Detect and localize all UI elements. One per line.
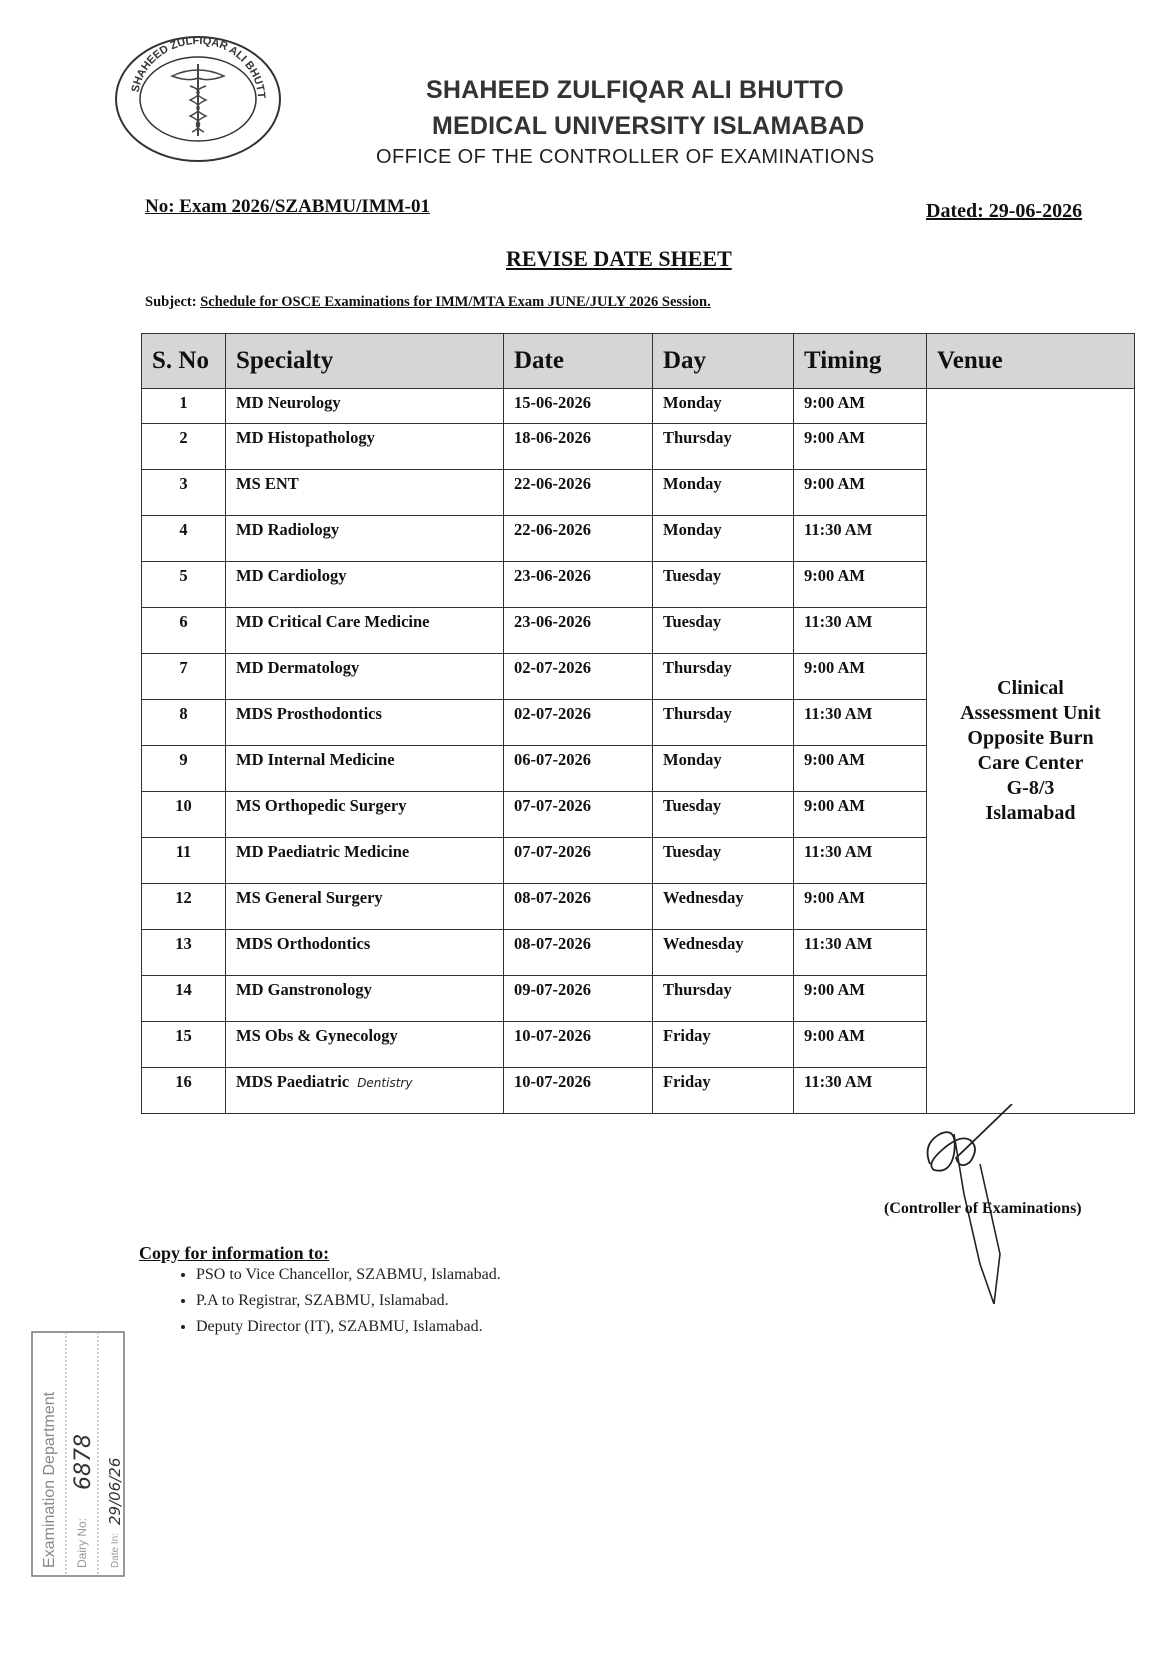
sno-cell: 2 xyxy=(142,424,226,470)
stamp-diary-label: Dairy No: xyxy=(75,1517,89,1568)
sno-cell: 1 xyxy=(142,389,226,424)
university-name-line1: SHAHEED ZULFIQAR ALI BHUTTO xyxy=(426,76,844,104)
column-header-day: Day xyxy=(653,334,794,389)
document-date: Dated: 29-06-2026 xyxy=(926,200,1083,222)
venue-cell xyxy=(927,389,1135,1114)
date-cell: 08-07-2026 xyxy=(504,930,653,976)
column-header-sno: S. No xyxy=(142,334,226,389)
timing-cell: 11:30 AM xyxy=(794,838,927,884)
handwritten-correction: Dentistry xyxy=(357,1076,413,1090)
day-cell: Thursday xyxy=(653,424,794,470)
day-cell: Wednesday xyxy=(653,884,794,930)
date-cell: 22-06-2026 xyxy=(504,470,653,516)
specialty-cell: MD Paediatric Medicine xyxy=(226,838,504,884)
venue-line: Opposite Burn xyxy=(967,727,1094,749)
university-name-line2: MEDICAL UNIVERSITY ISLAMABAD xyxy=(432,112,865,140)
specialty-cell: MDS Prosthodontics xyxy=(226,700,504,746)
day-cell: Monday xyxy=(653,746,794,792)
table-row xyxy=(142,389,1135,424)
timing-cell: 9:00 AM xyxy=(794,654,927,700)
day-cell: Monday xyxy=(653,389,794,424)
specialty-cell xyxy=(226,1068,504,1114)
specialty-cell: MS Orthopedic Surgery xyxy=(226,792,504,838)
subject-text: Schedule for OSCE Examinations for IMM/MTA Exam JUNE/JULY 2026 Session. xyxy=(200,294,711,310)
sno-cell: 12 xyxy=(142,884,226,930)
timing-cell: 9:00 AM xyxy=(794,792,927,838)
stamp-date-label: Date In: xyxy=(110,1532,121,1568)
table-header-row xyxy=(142,334,1135,389)
timing-cell: 9:00 AM xyxy=(794,884,927,930)
specialty-cell: MD Cardiology xyxy=(226,562,504,608)
timing-cell: 9:00 AM xyxy=(794,746,927,792)
sno-cell: 6 xyxy=(142,608,226,654)
timing-cell: 9:00 AM xyxy=(794,1022,927,1068)
date-cell: 07-07-2026 xyxy=(504,838,653,884)
specialty-cell: MS Obs & Gynecology xyxy=(226,1022,504,1068)
subject-label: Subject: xyxy=(145,294,197,310)
stamp-diary-number: 6878 xyxy=(71,1434,96,1490)
column-header-venue: Venue xyxy=(927,334,1135,389)
venue-line: Clinical xyxy=(997,677,1064,699)
sno-cell: 14 xyxy=(142,976,226,1022)
day-cell: Thursday xyxy=(653,976,794,1022)
column-header-specialty: Specialty xyxy=(226,334,504,389)
timing-cell: 9:00 AM xyxy=(794,562,927,608)
column-header-date: Date xyxy=(504,334,653,389)
day-cell: Tuesday xyxy=(653,608,794,654)
specialty-cell: MD Critical Care Medicine xyxy=(226,608,504,654)
date-cell: 09-07-2026 xyxy=(504,976,653,1022)
copy-recipient-list xyxy=(172,1258,501,1344)
date-cell: 22-06-2026 xyxy=(504,516,653,562)
specialty-cell: MD Ganstronology xyxy=(226,976,504,1022)
controller-designation: (Controller of Examinations) xyxy=(884,1200,1082,1217)
schedule-table xyxy=(141,333,1135,1114)
day-cell: Tuesday xyxy=(653,792,794,838)
day-cell: Tuesday xyxy=(653,562,794,608)
stamp-department: Examination Department xyxy=(41,1391,58,1568)
sno-cell: 15 xyxy=(142,1022,226,1068)
date-cell: 15-06-2026 xyxy=(504,389,653,424)
timing-cell: 11:30 AM xyxy=(794,608,927,654)
sno-cell: 8 xyxy=(142,700,226,746)
specialty-cell: MDS Orthodontics xyxy=(226,930,504,976)
sno-cell: 5 xyxy=(142,562,226,608)
sno-cell: 7 xyxy=(142,654,226,700)
date-cell: 07-07-2026 xyxy=(504,792,653,838)
specialty-cell: MD Histopathology xyxy=(226,424,504,470)
day-cell: Thursday xyxy=(653,654,794,700)
date-cell: 06-07-2026 xyxy=(504,746,653,792)
timing-cell: 11:30 AM xyxy=(794,1068,927,1114)
date-cell: 02-07-2026 xyxy=(504,654,653,700)
sno-cell: 9 xyxy=(142,746,226,792)
sno-cell: 10 xyxy=(142,792,226,838)
venue-line: Assessment Unit xyxy=(960,702,1101,724)
list-item: • Deputy Director (IT), SZABMU, Islamabad. xyxy=(196,1318,501,1336)
venue-line: Islamabad xyxy=(985,802,1076,824)
office-name: OFFICE OF THE CONTROLLER OF EXAMINATIONS xyxy=(376,146,875,168)
timing-cell: 11:30 AM xyxy=(794,516,927,562)
document-title: REVISE DATE SHEET xyxy=(506,246,732,271)
date-cell: 10-07-2026 xyxy=(504,1022,653,1068)
venue-line: G-8/3 xyxy=(1006,777,1055,799)
list-item: • P.A to Registrar, SZABMU, Islamabad. xyxy=(196,1292,501,1310)
day-cell: Friday xyxy=(653,1022,794,1068)
sno-cell: 11 xyxy=(142,838,226,884)
specialty-cell: MD Dermatology xyxy=(226,654,504,700)
copy-heading: Copy for information to: xyxy=(139,1243,330,1263)
stamp-date-value: 29/06/26 xyxy=(106,1457,124,1525)
timing-cell: 9:00 AM xyxy=(794,389,927,424)
reference-number: No: Exam 2026/SZABMU/IMM-01 xyxy=(145,196,430,217)
day-cell: Monday xyxy=(653,516,794,562)
column-header-timing: Timing xyxy=(794,334,927,389)
specialty-cell: MD Neurology xyxy=(226,389,504,424)
sno-cell: 4 xyxy=(142,516,226,562)
list-item: • PSO to Vice Chancellor, SZABMU, Islamabad. xyxy=(196,1266,501,1284)
day-cell: Wednesday xyxy=(653,930,794,976)
timing-cell: 11:30 AM xyxy=(794,700,927,746)
university-seal xyxy=(112,34,284,164)
diary-stamp xyxy=(28,1330,128,1580)
day-cell: Monday xyxy=(653,470,794,516)
day-cell: Tuesday xyxy=(653,838,794,884)
timing-cell: 9:00 AM xyxy=(794,976,927,1022)
specialty-cell: MD Radiology xyxy=(226,516,504,562)
date-cell: 23-06-2026 xyxy=(504,562,653,608)
day-cell: Thursday xyxy=(653,700,794,746)
date-cell: 08-07-2026 xyxy=(504,884,653,930)
specialty-cell: MS ENT xyxy=(226,470,504,516)
subject-line xyxy=(145,294,711,311)
date-cell: 02-07-2026 xyxy=(504,700,653,746)
specialty-cell: MD Internal Medicine xyxy=(226,746,504,792)
svg-text:SHAHEED ZULFIQAR ALI BHUTTO ME xyxy=(112,34,267,99)
sno-cell: 3 xyxy=(142,470,226,516)
timing-cell: 9:00 AM xyxy=(794,424,927,470)
date-cell: 18-06-2026 xyxy=(504,424,653,470)
timing-cell: 9:00 AM xyxy=(794,470,927,516)
sno-cell: 16 xyxy=(142,1068,226,1114)
specialty-text: MDS Paediatric xyxy=(236,1072,350,1091)
day-cell: Friday xyxy=(653,1068,794,1114)
seal-text: SHAHEED ZULFIQAR ALI BHUTT xyxy=(129,34,268,99)
venue-line: Care Center xyxy=(977,752,1084,774)
sno-cell: 13 xyxy=(142,930,226,976)
date-cell: 10-07-2026 xyxy=(504,1068,653,1114)
date-cell: 23-06-2026 xyxy=(504,608,653,654)
timing-cell: 11:30 AM xyxy=(794,930,927,976)
specialty-cell: MS General Surgery xyxy=(226,884,504,930)
